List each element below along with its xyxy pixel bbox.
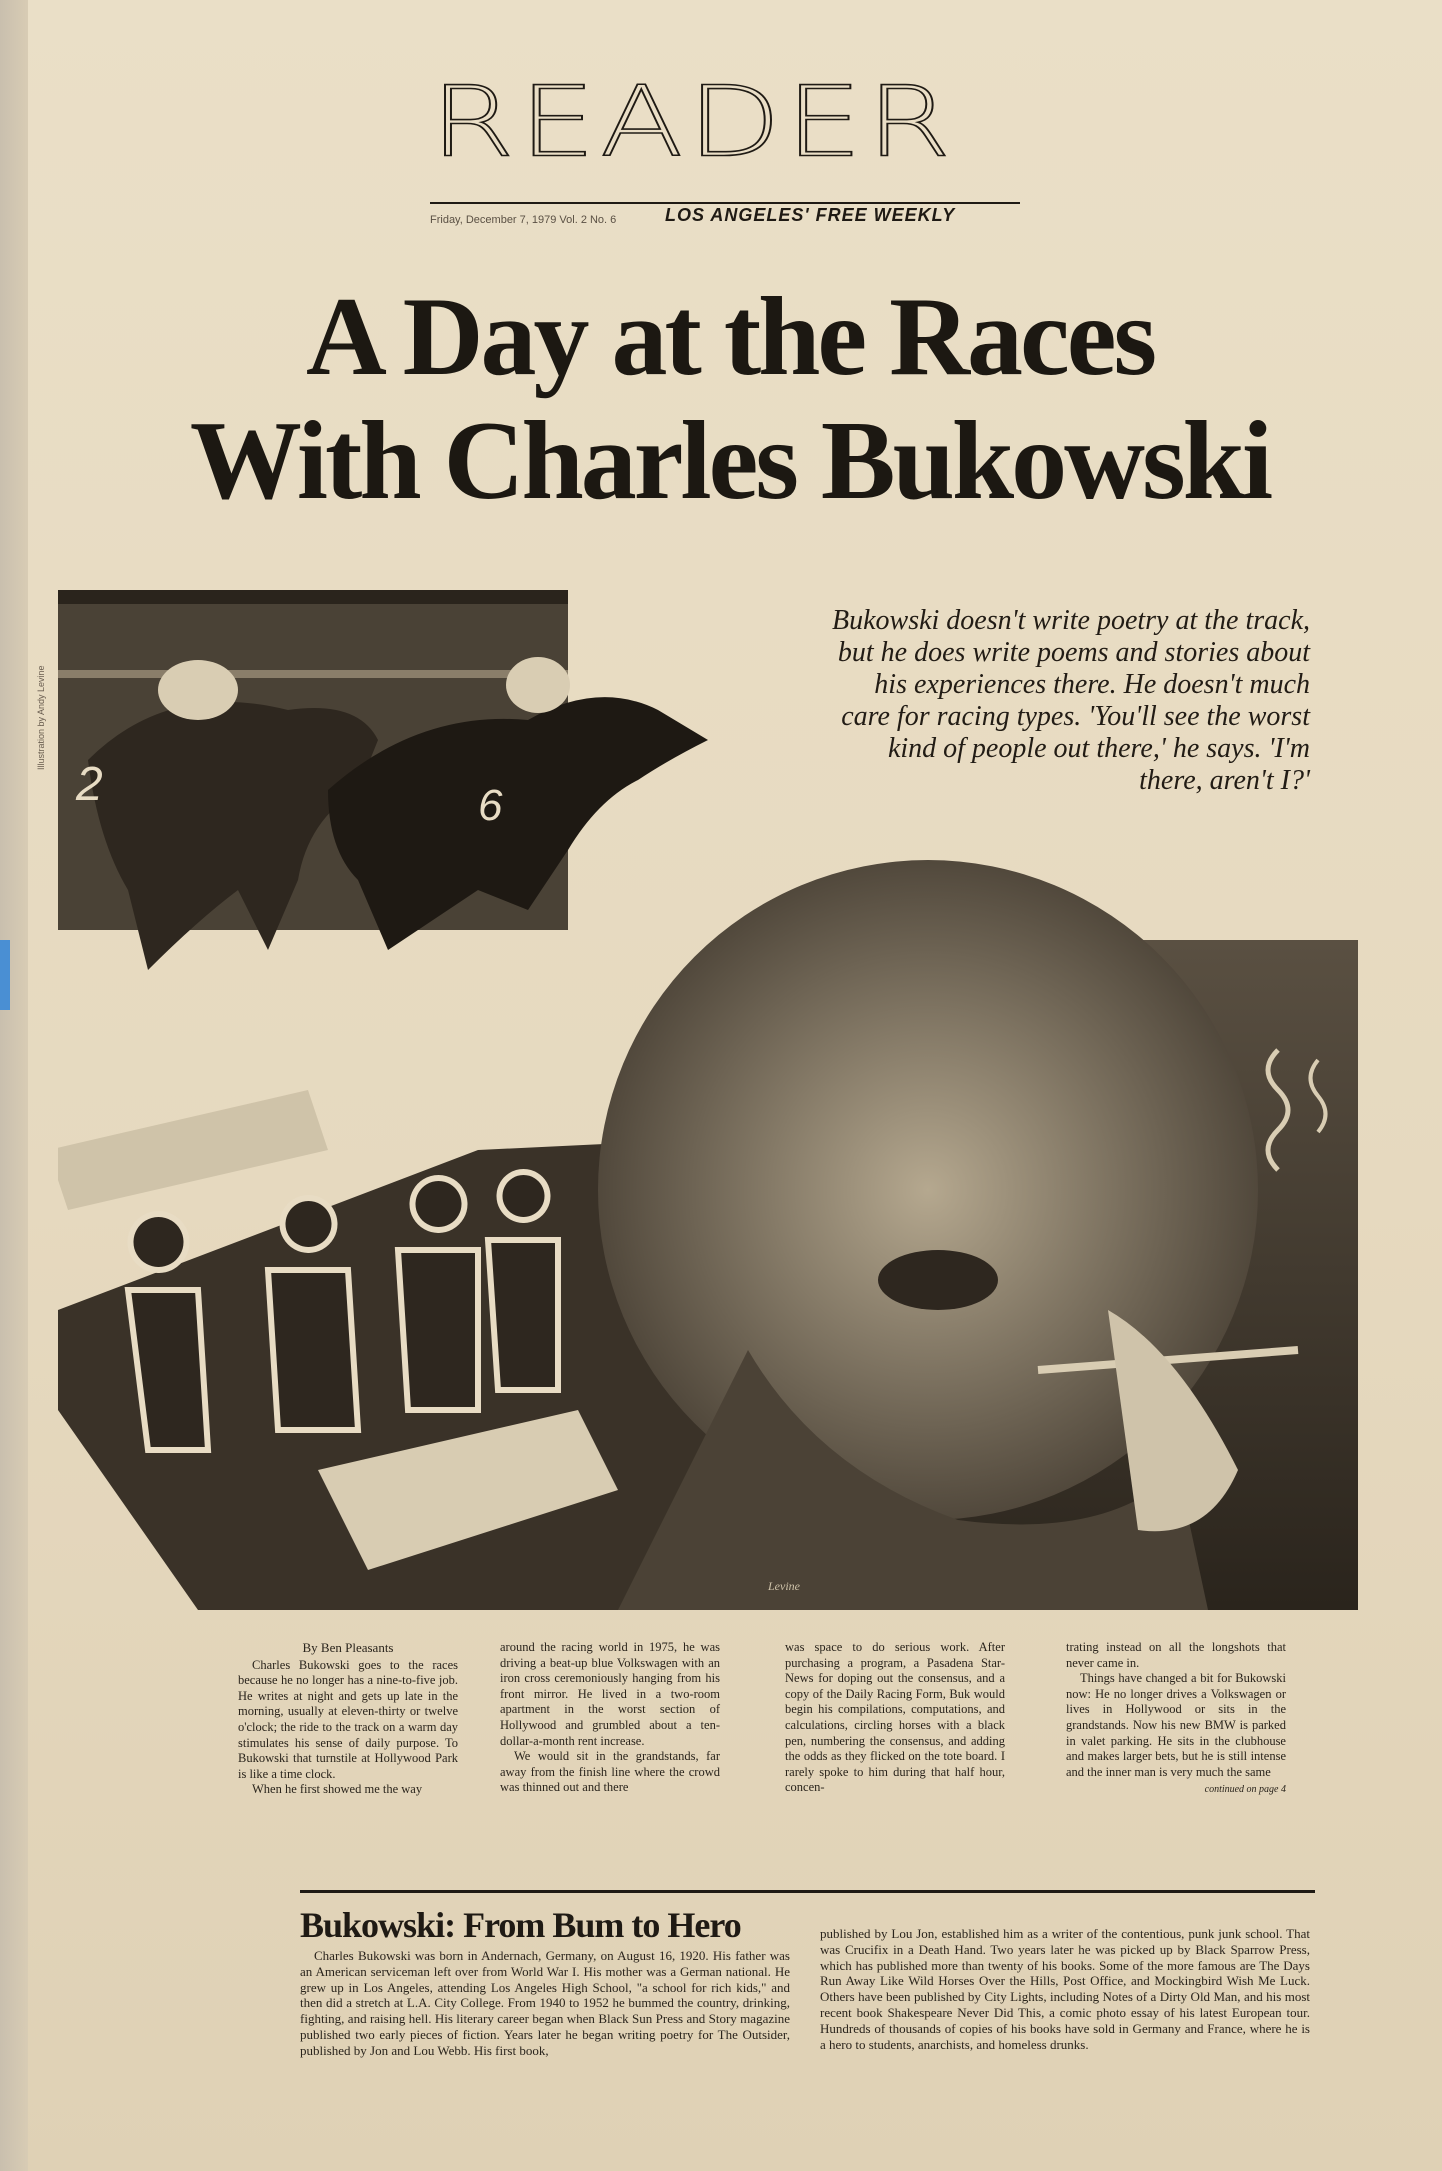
sidebar-column-right <box>820 1926 1310 2052</box>
page-left-edge <box>0 0 28 2171</box>
article-paragraph: was space to do serious work. After purchasing a program, a Pasadena Star-News for doping out the consensus, and a copy of the Daily Racing Form, Buk would begin his compilations, computations, and calculations, circling horses with a black pen, numbering the consensus, and adding the odds as they flicked on the tote board. I rarely spoke to him during that half hour, concen- <box>785 1640 1005 1795</box>
article-paragraph: Charles Bukowski goes to the races because he no longer has a nine-to-five job. He writes at night and gets up late in the morning, usually at eleven-thirty or twelve o'clock; the ride to the track on a warm day stimulates his sense of daily purpose. To Bukowski that turnstile at Hollywood Park is like a time clock. <box>238 1657 458 1781</box>
horse-number-2: 2 <box>76 758 103 811</box>
article-paragraph: When he first showed me the way <box>252 1782 423 1797</box>
section-divider <box>300 1890 1315 1893</box>
article-column-4 <box>1066 1640 1286 1798</box>
illustration-credit: Illustration by Andy Levine <box>36 665 46 770</box>
racing-form-scrap <box>58 1090 328 1210</box>
artist-signature: Levine <box>768 1579 800 1593</box>
masthead-rule <box>430 202 1020 204</box>
tagline: LOS ANGELES' FREE WEEKLY <box>665 205 956 225</box>
sidebar-paragraph: Charles Bukowski was born in Andernach, Germany, on August 16, 1920. His father was an American serviceman left over from World War I. His mother was a German national. He grew up in Los Angeles, attending Los Angeles High School, "a school for rich kids," and then did a stretch at L.A. City College. From 1940 to 1952 he bummed the country, drinking, fighting, and raising hell. His literary career began when Black Sun Press and Story magazine published two early pieces of fiction. Years later he began writing poetry for The Outsider, published by Jon and Lou Webb. His first book, <box>300 1948 790 2058</box>
article-paragraph: trating instead on all the longshots that never came in. <box>1066 1640 1286 1670</box>
continued-note: continued on page 4 <box>1204 1784 1286 1796</box>
article-paragraph: We would sit in the grandstands, far away from the finish line where the crowd was thinned out and there <box>500 1749 720 1795</box>
sidebar-title: Bukowski: From Bum to Hero <box>300 1905 741 1945</box>
headline <box>100 275 1360 523</box>
dateline: Friday, December 7, 1979 Vol. 2 No. 6 <box>430 214 617 226</box>
article-column-2 <box>500 1640 720 1796</box>
pull-quote: Bukowski doesn't write poetry at the track, but he does write poems and stories about his experiences there. He doesn't much care for racing types. 'You'll see the worst kind of people out there,' he says. 'I'm there, aren't I?' <box>831 605 1310 796</box>
sidebar-paragraph: published by Lou Jon, established him as a writer of the contentious, punk junk school. That was Crucifix in a Death Hand. Two years later he was picked up by Black Sparrow Press, which has published more than twenty of his books. Some of the more famous are The Days Run Away Like Wild Horses Over the Hills, Post Office, and Mockingbird Wish Me Luck. Others have been published by City Lights, including Notes of a Dirty Old Man, and his most recent book Shakespeare Never Did This, a comic photo essay of his latest European tour. Hundreds of thousands of copies of his books have sold in Germany and France, where he is a hero to students, anarchists, and homeless drunks. <box>820 1926 1310 2052</box>
article-paragraph: around the racing world in 1975, he was driving a beat-up blue Volkswagen with an iron cross ceremoniously hanging from his front mirror. He lived in a two-room apartment in the worst section of Hollywood and grumbled about a ten-dollar-a-month rent increase. <box>500 1640 720 1748</box>
byline: By Ben Pleasants <box>302 1640 394 1655</box>
article-column-3 <box>785 1640 1005 1796</box>
headline-line-2: With Charles Bukowski <box>189 399 1271 523</box>
reader-logo: READER <box>430 65 956 179</box>
sidebar-column-left <box>300 1948 790 2059</box>
article-column-1 <box>238 1640 458 1798</box>
article-paragraph: Things have changed a bit for Bukowski now: He no longer drives a Volkswagen or lives in Hollywood or sits in the grandstands. Now his new BMW is parked in valet parking. He sits in the clubhouse and makes larger bets, but he is still intense and the inner man is very much the same <box>1066 1671 1286 1779</box>
blue-tab <box>0 940 10 1010</box>
horse-number-6: 6 <box>478 781 503 830</box>
headline-line-1: A Day at the Races <box>305 275 1155 399</box>
